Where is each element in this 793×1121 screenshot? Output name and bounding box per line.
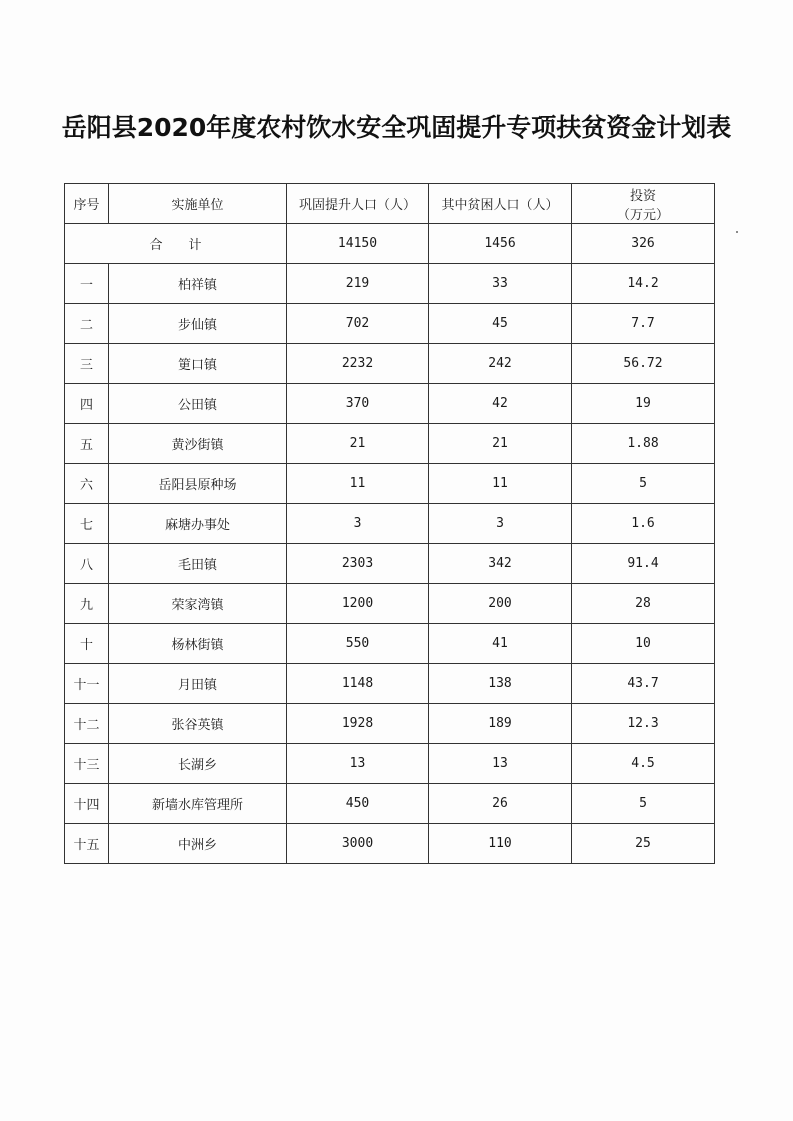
- row-poor-population: 45: [429, 304, 572, 344]
- table-row: [65, 824, 715, 864]
- row-unit: 筻口镇: [109, 344, 287, 384]
- row-unit: 柏祥镇: [109, 264, 287, 304]
- header-poor-population: 其中贫困人口（人）: [429, 184, 572, 224]
- row-population: 450: [287, 784, 429, 824]
- row-seq: 四: [65, 384, 109, 424]
- table-row: [65, 584, 715, 624]
- scan-speck: [736, 231, 738, 233]
- table-row: [65, 464, 715, 504]
- table-header-row: [65, 184, 715, 224]
- row-population: 2232: [287, 344, 429, 384]
- row-unit: 公田镇: [109, 384, 287, 424]
- row-seq: 三: [65, 344, 109, 384]
- row-investment: 25: [572, 824, 715, 864]
- header-investment: [572, 184, 715, 224]
- header-seq: 序号: [65, 184, 109, 224]
- row-seq: 十三: [65, 744, 109, 784]
- row-population: 21: [287, 424, 429, 464]
- table-row: [65, 344, 715, 384]
- row-seq: 七: [65, 504, 109, 544]
- row-unit: 毛田镇: [109, 544, 287, 584]
- row-investment: 5: [572, 464, 715, 504]
- row-poor-population: 33: [429, 264, 572, 304]
- row-poor-population: 41: [429, 624, 572, 664]
- row-investment: 10: [572, 624, 715, 664]
- row-investment: 28: [572, 584, 715, 624]
- row-population: 370: [287, 384, 429, 424]
- row-investment: 5: [572, 784, 715, 824]
- row-seq: 十二: [65, 704, 109, 744]
- row-investment: 12.3: [572, 704, 715, 744]
- row-seq: 十五: [65, 824, 109, 864]
- row-poor-population: 13: [429, 744, 572, 784]
- row-population: 702: [287, 304, 429, 344]
- row-investment: 1.6: [572, 504, 715, 544]
- row-population: 219: [287, 264, 429, 304]
- row-unit: 黄沙街镇: [109, 424, 287, 464]
- table-row: [65, 744, 715, 784]
- row-population: 1200: [287, 584, 429, 624]
- row-population: 550: [287, 624, 429, 664]
- table-row: [65, 664, 715, 704]
- total-population: 14150: [287, 224, 429, 264]
- row-poor-population: 26: [429, 784, 572, 824]
- row-unit: 步仙镇: [109, 304, 287, 344]
- row-unit: 中洲乡: [109, 824, 287, 864]
- table-row: [65, 784, 715, 824]
- header-investment-line2: （万元）: [616, 207, 669, 223]
- row-poor-population: 42: [429, 384, 572, 424]
- row-unit: 新墙水库管理所: [109, 784, 287, 824]
- row-unit: 张谷英镇: [109, 704, 287, 744]
- row-unit: 麻塘办事处: [109, 504, 287, 544]
- row-seq: 二: [65, 304, 109, 344]
- row-unit: 月田镇: [109, 664, 287, 704]
- table-row: [65, 384, 715, 424]
- row-poor-population: 242: [429, 344, 572, 384]
- row-unit: 荣家湾镇: [109, 584, 287, 624]
- table-row: [65, 504, 715, 544]
- total-row: [65, 224, 715, 264]
- total-label: 合 计: [65, 224, 287, 264]
- row-population: 3: [287, 504, 429, 544]
- row-unit: 岳阳县原种场: [109, 464, 287, 504]
- table-row: [65, 544, 715, 584]
- row-poor-population: 189: [429, 704, 572, 744]
- row-seq: 八: [65, 544, 109, 584]
- row-population: 2303: [287, 544, 429, 584]
- row-poor-population: 110: [429, 824, 572, 864]
- row-population: 3000: [287, 824, 429, 864]
- row-seq: 一: [65, 264, 109, 304]
- row-seq: 九: [65, 584, 109, 624]
- row-unit: 长湖乡: [109, 744, 287, 784]
- row-investment: 1.88: [572, 424, 715, 464]
- fund-plan-table: [64, 183, 715, 864]
- row-seq: 十四: [65, 784, 109, 824]
- header-unit: 实施单位: [109, 184, 287, 224]
- row-poor-population: 21: [429, 424, 572, 464]
- row-seq: 六: [65, 464, 109, 504]
- document-title: 岳阳县2020年度农村饮水安全巩固提升专项扶贫资金计划表: [61, 113, 732, 142]
- row-investment: 19: [572, 384, 715, 424]
- table-row: [65, 264, 715, 304]
- row-poor-population: 3: [429, 504, 572, 544]
- table-row: [65, 704, 715, 744]
- row-seq: 五: [65, 424, 109, 464]
- row-investment: 14.2: [572, 264, 715, 304]
- row-population: 11: [287, 464, 429, 504]
- row-poor-population: 138: [429, 664, 572, 704]
- row-investment: 91.4: [572, 544, 715, 584]
- row-poor-population: 11: [429, 464, 572, 504]
- row-population: 1928: [287, 704, 429, 744]
- table-row: [65, 304, 715, 344]
- total-poor-population: 1456: [429, 224, 572, 264]
- total-investment: 326: [572, 224, 715, 264]
- row-investment: 43.7: [572, 664, 715, 704]
- row-population: 13: [287, 744, 429, 784]
- header-population: 巩固提升人口（人）: [287, 184, 429, 224]
- row-investment: 7.7: [572, 304, 715, 344]
- row-unit: 杨林街镇: [109, 624, 287, 664]
- table-row: [65, 624, 715, 664]
- row-investment: 56.72: [572, 344, 715, 384]
- row-seq: 十一: [65, 664, 109, 704]
- table-row: [65, 424, 715, 464]
- row-poor-population: 342: [429, 544, 572, 584]
- row-seq: 十: [65, 624, 109, 664]
- header-investment-line1: 投资: [629, 188, 656, 204]
- row-investment: 4.5: [572, 744, 715, 784]
- row-population: 1148: [287, 664, 429, 704]
- row-poor-population: 200: [429, 584, 572, 624]
